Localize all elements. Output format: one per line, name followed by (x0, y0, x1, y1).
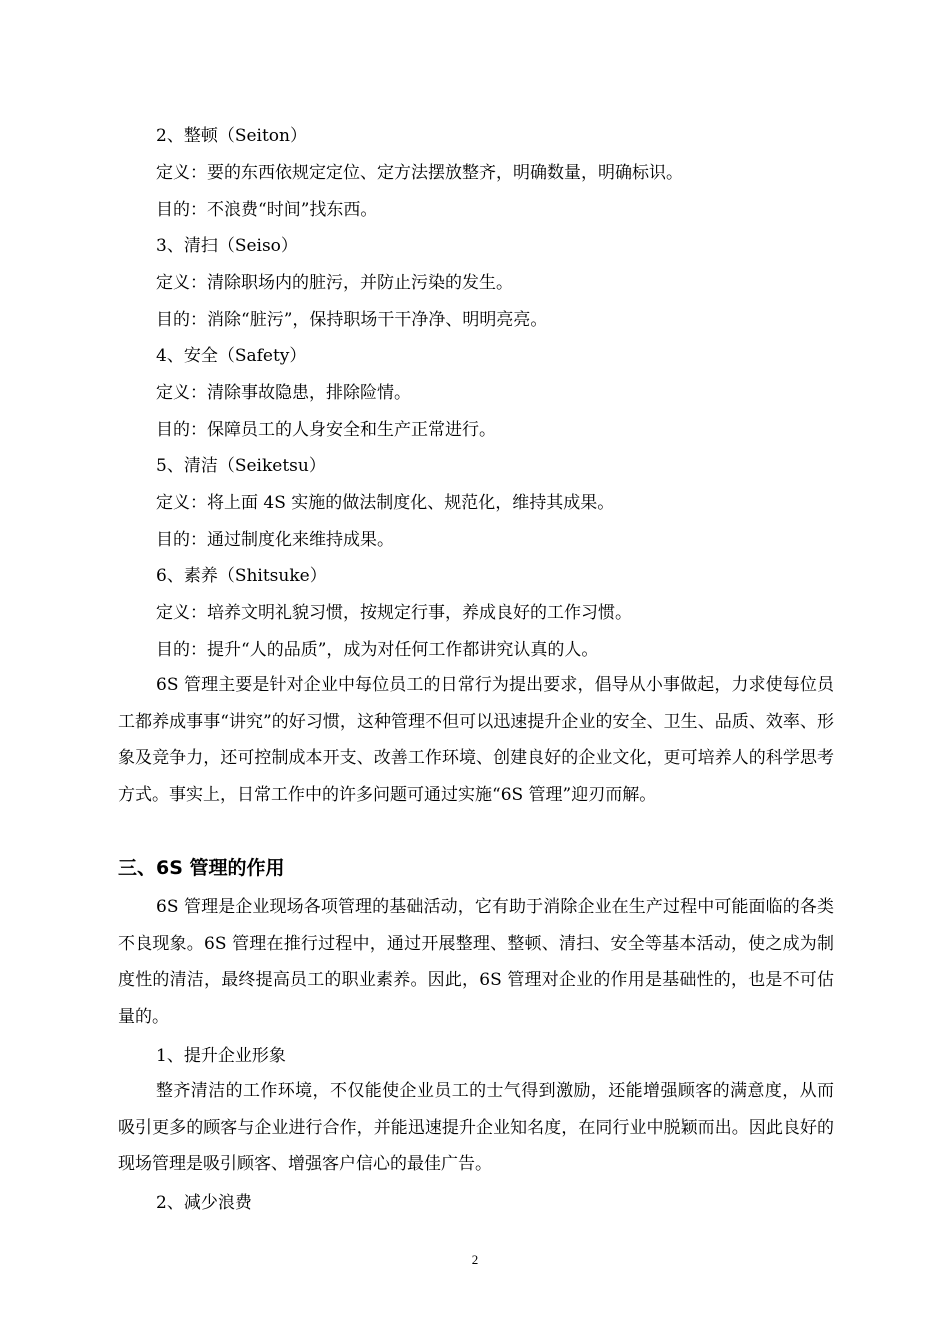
page-number: 2 (471, 1252, 479, 1267)
item-heading-seiso: 3、清扫（Seiso） (156, 236, 298, 256)
item-heading-seiton: 2、整顿（Seiton） (156, 126, 307, 146)
summary-paragraph: 6S 管理主要是针对企业中每位员工的日常行为提出要求，倡导从小事做起，力求使每位员工都养成事事“讲究”的好习惯，这种管理不但可以迅速提升企业的安全、卫生、品质、效率、形象及竞争力，还可控制成本开支、改善工作环境、创建良好的企业文化，更可培养人的科学思考方式。事实上，日常工作中的许多问题可通过实施“6S 管理”迎刃而解。 (118, 675, 834, 805)
subheading-brand-image: 1、提升企业形象 (156, 1046, 286, 1066)
item-heading-shitsuke: 6、素养（Shitsuke） (156, 566, 327, 586)
subheading-reduce-waste: 2、减少浪费 (156, 1193, 252, 1213)
item-heading-seiketsu: 5、清洁（Seiketsu） (156, 456, 326, 476)
item-purpose: 目的：不浪费“时间”找东西。 (156, 200, 378, 220)
brand-image-paragraph: 整齐清洁的工作环境，不仅能使企业员工的士气得到激励，还能增强顾客的满意度，从而吸引更多的顾客与企业进行合作，并能迅速提升企业知名度，在同行业中脱颖而出。因此良好的现场管理是吸引顾客、增强客户信心的最佳广告。 (118, 1081, 834, 1175)
item-definition: 定义：培养文明礼貌习惯，按规定行事，养成良好的工作习惯。 (156, 603, 632, 623)
item-purpose: 目的：提升“人的品质”，成为对任何工作都讲究认真的人。 (156, 640, 599, 660)
section-intro-paragraph: 6S 管理是企业现场各项管理的基础活动，它有助于消除企业在生产过程中可能面临的各类不良现象。6S 管理在推行过程中，通过开展整理、整顿、清扫、安全等基本活动，使之成为制度性的清洁，最终提高员工的职业素养。因此，6S 管理对企业的作用是基础性的，也是不可估量的。 (118, 897, 834, 1027)
item-definition: 定义：将上面 4S 实施的做法制度化、规范化，维持其成果。 (156, 493, 615, 513)
item-purpose: 目的：通过制度化来维持成果。 (156, 530, 394, 550)
item-heading-safety: 4、安全（Safety） (156, 346, 307, 366)
item-definition: 定义：清除职场内的脏污，并防止污染的发生。 (156, 273, 513, 293)
section-heading: 三、6S 管理的作用 (118, 857, 285, 879)
item-purpose: 目的：保障员工的人身安全和生产正常进行。 (156, 420, 496, 440)
item-definition: 定义：要的东西依规定定位、定方法摆放整齐，明确数量，明确标识。 (156, 163, 683, 183)
item-purpose: 目的：消除“脏污”，保持职场干干净净、明明亮亮。 (156, 310, 548, 330)
item-definition: 定义：清除事故隐患，排除险情。 (156, 383, 411, 403)
